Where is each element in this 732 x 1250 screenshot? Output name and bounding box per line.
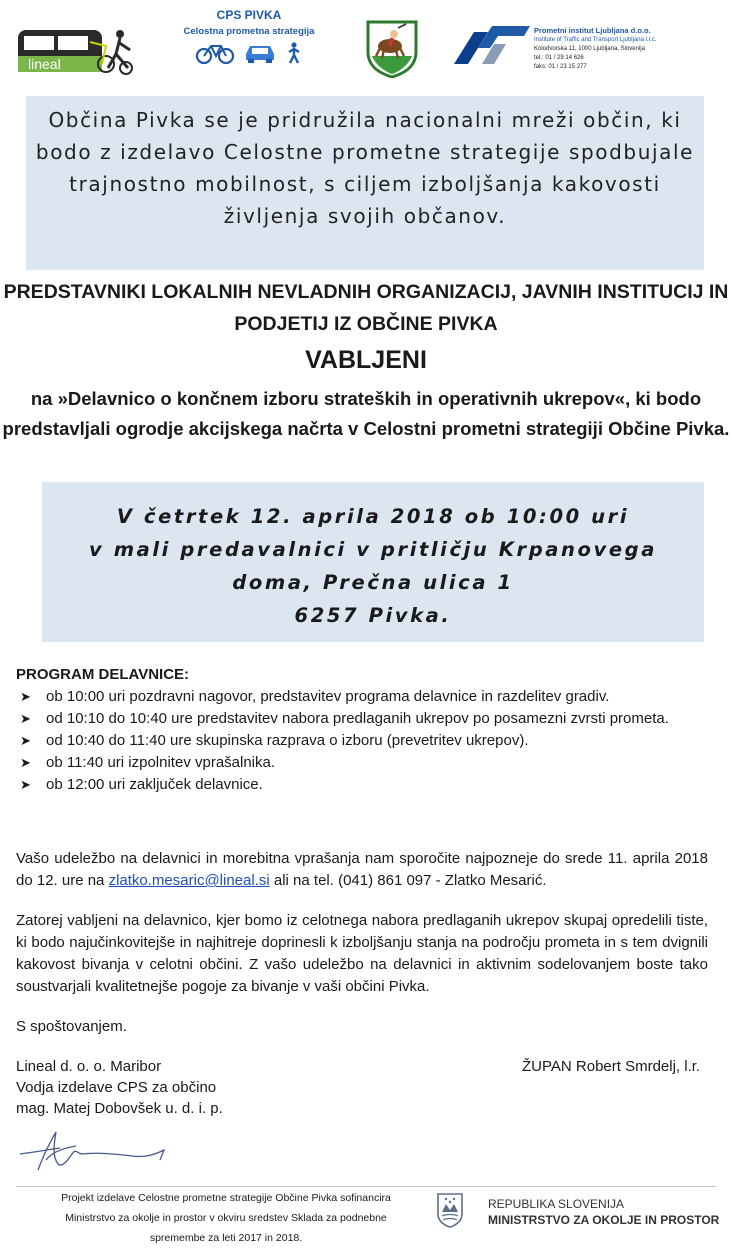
pivka-crest-icon <box>366 20 418 78</box>
heading-organizations: PREDSTAVNIKI LOKALNIH NEVLADNIH ORGANIZACIJ, JAVNIH INSTITUCIJ IN PODJETIJ IZ OBČINE PIVKA <box>3 281 729 335</box>
cps-mode-icons <box>178 42 320 64</box>
cps-title: CPS PIVKA <box>216 8 282 22</box>
pedestrian-icon <box>285 42 303 64</box>
arrow-bullet-icon: ➤ <box>20 689 31 704</box>
program-list <box>16 686 712 796</box>
lineal-logo-text: lineal <box>28 56 61 72</box>
car-icon <box>243 42 277 64</box>
program-title: PROGRAM DELAVNICE: <box>16 666 190 683</box>
handwritten-signature <box>16 1124 176 1178</box>
list-item: ➤ od 10:40 do 11:40 ure skupinska razprava o izboru (prevetritev ukrepov). <box>16 730 712 752</box>
intro-text: Občina Pivka se je pridružila nacionalni mreži občin, ki bodo z izdelavo Celostne prometne strategije spodbujale trajnostno mobilnost, s ciljem izboljšanja kakovosti življenja svojih občanov. <box>35 108 695 228</box>
heading-vabljeni: VABLJENI <box>305 346 427 374</box>
signatory-left <box>16 1056 223 1119</box>
ministry-label: MINISTRSTVO ZA OKOLJE IN PROSTOR <box>488 1213 720 1227</box>
list-item: ➤ od 10:10 do 10:40 ure predstavitev nabora predlaganih ukrepov po posamezni zvrsti prometa. <box>16 708 712 730</box>
pi-tel: tel.: 01 / 29 14 626 <box>534 55 584 61</box>
pi-fax: faks: 01 / 23 15 277 <box>534 64 587 70</box>
prometni-institut-contact <box>534 26 724 72</box>
slovenia-coat-of-arms-icon <box>436 1192 464 1228</box>
list-item: ➤ ob 10:00 uri pozdravni nagovor, predstavitev programa delavnice in razdelitev gradiv. <box>16 686 712 708</box>
cps-pivka-logo <box>178 8 320 78</box>
date-line-3: doma, Prečna ulica 1 <box>232 571 514 594</box>
arrow-bullet-icon: ➤ <box>20 711 31 726</box>
arrow-bullet-icon: ➤ <box>20 755 31 770</box>
pi-address: Kolodvorska 11, 1000 Ljubljana, Slovenija <box>534 46 645 52</box>
arrow-bullet-icon: ➤ <box>20 733 31 748</box>
header-logos <box>0 0 732 88</box>
list-item: ➤ ob 12:00 uri zaključek delavnice. <box>16 774 712 796</box>
pi-name-en: Institute of Traffic and Transport Ljubljana l.l.c. <box>534 37 657 43</box>
program-section <box>16 664 712 796</box>
signatory-left-line-2: Vodja izdelave CPS za občino <box>16 1079 217 1096</box>
rsvp-text-after: ali na tel. (041) 861 097 - Zlatko Mesarić. <box>269 872 547 889</box>
rsvp-paragraph <box>16 848 708 892</box>
funding-note <box>40 1188 412 1248</box>
cps-subtitle: Celostna prometna strategija <box>183 26 315 37</box>
bicycle-icon <box>195 42 235 64</box>
list-item: ➤ ob 11:40 uri izpolnitev vprašalnika. <box>16 752 712 774</box>
signatory-left-line-3: mag. Matej Dobovšek u. d. i. p. <box>16 1100 223 1117</box>
ministry-block <box>488 1196 719 1228</box>
signatory-right: ŽUPAN Robert Smrdelj, l.r. <box>522 1058 701 1075</box>
funding-line-1: Projekt izdelave Celostne prometne strategije Občine Pivka sofinancira <box>61 1192 391 1204</box>
footer-divider <box>16 1186 716 1187</box>
date-line-4: 6257 Pivka. <box>294 604 452 627</box>
arrow-bullet-icon: ➤ <box>20 777 31 792</box>
funding-line-3: spremembe za leti 2017 in 2018. <box>149 1232 303 1244</box>
email-link[interactable]: zlatko.mesaric@lineal.si <box>108 872 270 889</box>
lineal-logo <box>16 24 140 78</box>
date-line-2: v mali predavalnici v pritličju Krpanovega <box>89 538 657 561</box>
date-line-1: V četrtek 12. aprila 2018 ob 10:00 uri <box>116 505 630 528</box>
prometni-institut-logo <box>452 24 532 64</box>
event-date-location <box>42 500 704 632</box>
invitation-text: na »Delavnico o končnem izboru strateških in operativnih ukrepov«, ki bodo predstavljali ogrodje akcijskega načrta v Celostni prometni strategiji Občine Pivka. <box>2 388 730 439</box>
funding-line-2: Ministrstvo za okolje in prostor v okviru sredstev Sklada za podnebne <box>65 1212 387 1224</box>
greeting: S spoštovanjem. <box>16 1018 127 1035</box>
closing-paragraph: Zatorej vabljeni na delavnico, kjer bomo iz celotnega nabora predlaganih ukrepov skupaj opredelili tiste, ki bodo najučinkovitejše in najhitreje doprinesli k izboljšanju stanja na področju prometa in s tem dvignili kakovost bivanja v celotni občini. Z vašo udeležbo na delavnici in aktivnim sodelovanjem boste tako soustvarjali kvalitetnejše pogoje za bivanje v vaši občini Pivka. <box>16 912 708 995</box>
signatory-left-line-1: Lineal d. o. o. Maribor <box>16 1058 162 1075</box>
pi-name: Prometni institut Ljubljana d.o.o. <box>534 26 651 35</box>
republic-label: REPUBLIKA SLOVENIJA <box>488 1197 625 1211</box>
rsvp-text-before: Vašo udeležbo na delavnici in morebitna vprašanja nam sporočite najpozneje do srede 11. aprila 2018 do 12. ure na <box>16 850 708 889</box>
